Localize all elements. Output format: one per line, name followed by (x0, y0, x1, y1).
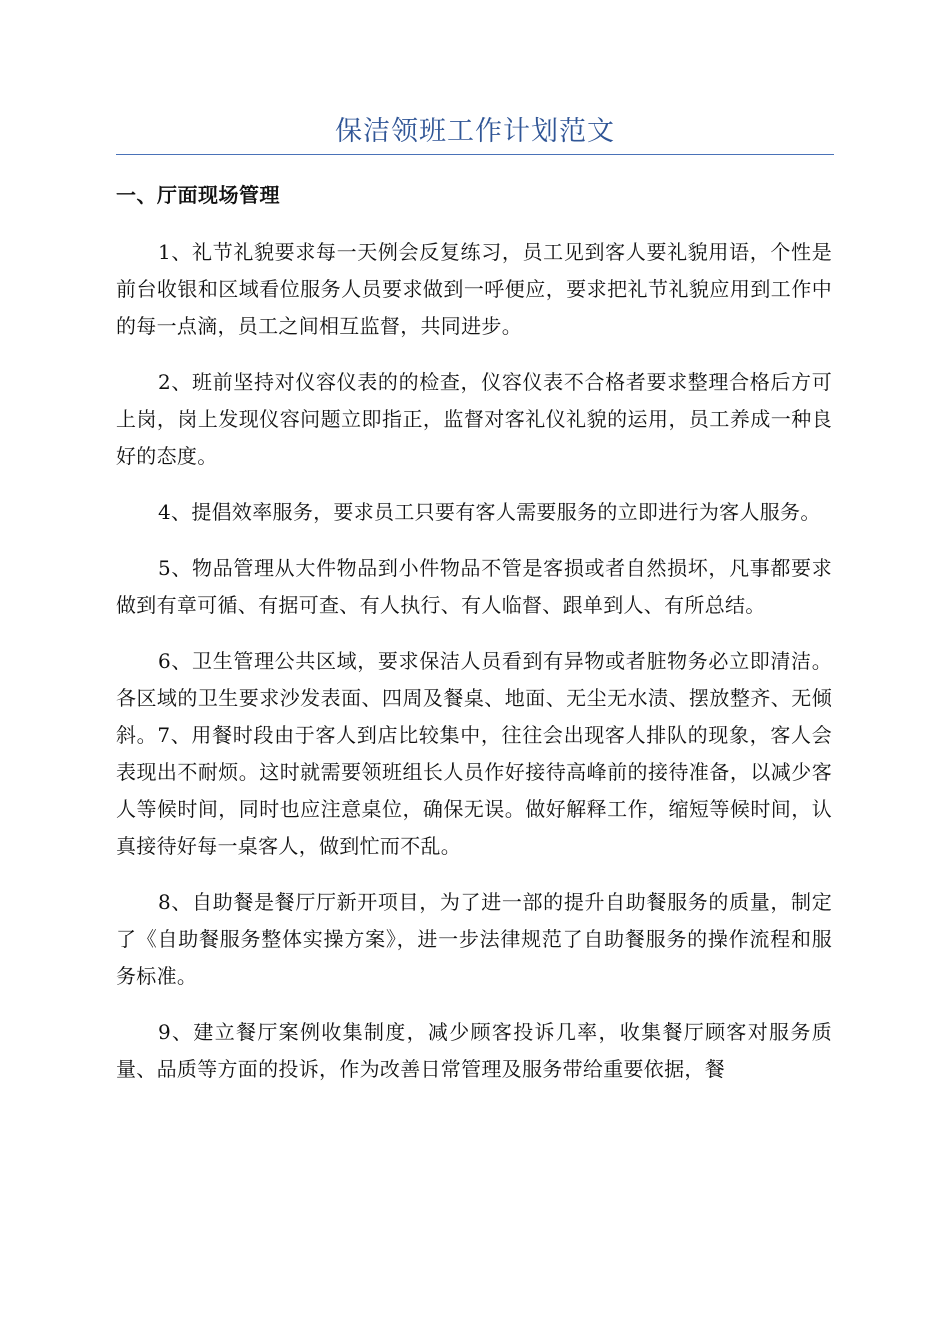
paragraph-1: 1、礼节礼貌要求每一天例会反复练习，员工见到客人要礼貌用语，个性是前台收银和区域看位服务人员要求做到一呼便应，要求把礼节礼貌应用到工作中的每一点滴，员工之间相互监督，共同进步。 (116, 240, 832, 338)
document-body (116, 176, 832, 1088)
paragraph-4: 4、提倡效率服务，要求员工只要有客人需要服务的立即进行为客人服务。 (158, 500, 821, 524)
paragraph-6: 6、卫生管理公共区域，要求保洁人员看到有异物或者脏物务必立即清洁。各区域的卫生要求沙发表面、四周及餐桌、地面、无尘无水渍、摆放整齐、无倾斜。7、用餐时段由于客人到店比较集中，往往会出现客人排队的现象，客人会表现出不耐烦。这时就需要领班组长人员作好接待高峰前的接待准备，以减少客人等候时间，同时也应注意桌位，确保无误。做好解释工作，缩短等候时间，认真接待好每一桌客人，做到忙而不乱。 (116, 649, 832, 858)
paragraph-2: 2、班前坚持对仪容仪表的的检查，仪容仪表不合格者要求整理合格后方可上岗，岗上发现仪容问题立即指正，监督对客礼仪礼貌的运用，员工养成一种良好的态度。 (116, 370, 832, 468)
paragraph-9: 9、建立餐厅案例收集制度，减少顾客投诉几率，收集餐厅顾客对服务质量、品质等方面的投诉，作为改善日常管理及服务带给重要依据，餐 (116, 1020, 832, 1081)
title-underline (116, 154, 834, 155)
document-title: 保洁领班工作计划范文 (335, 116, 615, 147)
paragraph-8: 8、自助餐是餐厅厅新开项目，为了进一部的提升自助餐服务的质量，制定了《自助餐服务整体实操方案》，进一步法律规范了自助餐服务的操作流程和服务标准。 (116, 890, 832, 988)
section-heading: 一、厅面现场管理 (116, 183, 280, 207)
paragraph-5: 5、物品管理从大件物品到小件物品不管是客损或者自然损坏，凡事都要求做到有章可循、有据可查、有人执行、有人临督、跟单到人、有所总结。 (116, 556, 832, 617)
